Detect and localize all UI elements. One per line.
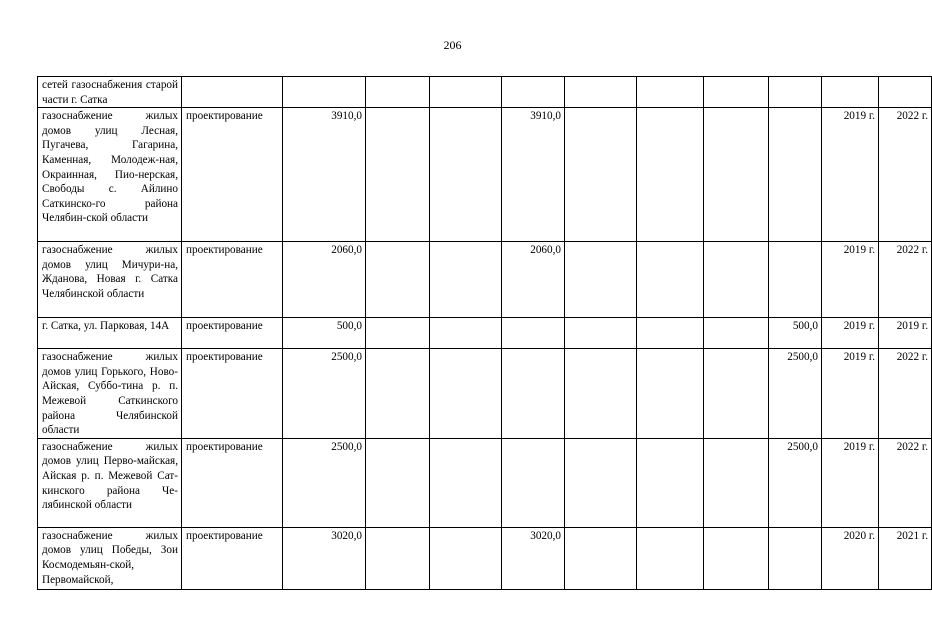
amount-cell	[637, 77, 704, 108]
amount-cell	[366, 438, 430, 527]
stage-cell: проектирование	[182, 108, 283, 242]
total-amount-cell: 3910,0	[283, 108, 366, 242]
stage-cell	[182, 77, 283, 108]
end-year-cell: 2019 г.	[879, 318, 932, 349]
table-row	[38, 438, 932, 527]
object-name-cell: газоснабжение жилых домов улиц Горького, Ново-Айская, Суббо-тина р. п. Межевой Саткинского района Челябинской области	[38, 349, 182, 439]
amount-cell	[502, 438, 565, 527]
stage-cell: проектирование	[182, 349, 283, 439]
start-year-cell: 2019 г.	[822, 318, 879, 349]
start-year-cell: 2020 г.	[822, 527, 879, 589]
amount-cell: 3910,0	[502, 108, 565, 242]
start-year-cell: 2019 г.	[822, 242, 879, 318]
total-amount-cell: 2500,0	[283, 438, 366, 527]
amount-cell	[502, 77, 565, 108]
amount-cell	[565, 318, 637, 349]
end-year-cell	[879, 77, 932, 108]
amount-cell	[430, 438, 502, 527]
investment-table	[37, 76, 932, 590]
amount-cell	[502, 318, 565, 349]
amount-cell	[704, 438, 769, 527]
object-name-cell: сетей газоснабжения старой части г. Сатка	[38, 77, 182, 108]
amount-cell	[366, 318, 430, 349]
end-year-cell: 2022 г.	[879, 349, 932, 439]
amount-cell	[704, 349, 769, 439]
amount-cell	[637, 438, 704, 527]
amount-cell	[502, 349, 565, 439]
amount-cell	[430, 527, 502, 589]
object-name-cell: газоснабжение жилых домов улиц Лесная, Пугачева, Гагарина, Каменная, Молодеж-ная, Окраинная, Пио-нерская, Свободы с. Айлино Саткинско-го района Челябин-ской области	[38, 108, 182, 242]
amount-cell	[565, 438, 637, 527]
amount-cell	[430, 108, 502, 242]
total-amount-cell: 500,0	[283, 318, 366, 349]
amount-cell: 2500,0	[769, 349, 822, 439]
stage-cell: проектирование	[182, 242, 283, 318]
start-year-cell: 2019 г.	[822, 438, 879, 527]
amount-cell	[565, 108, 637, 242]
page-number: 206	[443, 38, 462, 52]
object-name-cell: газоснабжение жилых домов улиц Перво-майская, Айская р. п. Межевой Сат-кинского района Че-лябинской области	[38, 438, 182, 527]
table-row	[38, 242, 932, 318]
amount-cell	[430, 349, 502, 439]
amount-cell	[565, 527, 637, 589]
object-name-cell: газоснабжение жилых домов улиц Победы, Зои Космодемьян-ской, Первомайской,	[38, 527, 182, 589]
amount-cell	[637, 527, 704, 589]
amount-cell	[430, 242, 502, 318]
amount-cell	[565, 77, 637, 108]
amount-cell	[366, 108, 430, 242]
total-amount-cell: 2060,0	[283, 242, 366, 318]
object-name-cell: г. Сатка, ул. Парковая, 14А	[38, 318, 182, 349]
amount-cell: 500,0	[769, 318, 822, 349]
amount-cell	[637, 349, 704, 439]
total-amount-cell: 2500,0	[283, 349, 366, 439]
end-year-cell: 2022 г.	[879, 242, 932, 318]
amount-cell	[769, 77, 822, 108]
start-year-cell	[822, 77, 879, 108]
amount-cell	[366, 77, 430, 108]
amount-cell: 3020,0	[502, 527, 565, 589]
end-year-cell: 2021 г.	[879, 527, 932, 589]
table-row	[38, 349, 932, 439]
amount-cell	[430, 77, 502, 108]
table-row	[38, 527, 932, 589]
table-row	[38, 108, 932, 242]
total-amount-cell: 3020,0	[283, 527, 366, 589]
amount-cell: 2500,0	[769, 438, 822, 527]
table-row	[38, 77, 932, 108]
start-year-cell: 2019 г.	[822, 108, 879, 242]
object-name-cell: газоснабжение жилых домов улиц Мичури-на, Жданова, Новая г. Сатка Челябинской области	[38, 242, 182, 318]
amount-cell	[704, 77, 769, 108]
amount-cell	[565, 349, 637, 439]
stage-cell: проектирование	[182, 318, 283, 349]
amount-cell	[704, 108, 769, 242]
amount-cell	[769, 242, 822, 318]
stage-cell: проектирование	[182, 527, 283, 589]
end-year-cell: 2022 г.	[879, 438, 932, 527]
amount-cell	[637, 318, 704, 349]
amount-cell	[637, 242, 704, 318]
amount-cell	[704, 318, 769, 349]
amount-cell	[366, 242, 430, 318]
amount-cell	[637, 108, 704, 242]
amount-cell	[366, 349, 430, 439]
total-amount-cell	[283, 77, 366, 108]
table-row	[38, 318, 932, 349]
amount-cell	[769, 527, 822, 589]
stage-cell: проектирование	[182, 438, 283, 527]
amount-cell	[769, 108, 822, 242]
amount-cell	[704, 527, 769, 589]
amount-cell	[430, 318, 502, 349]
start-year-cell: 2019 г.	[822, 349, 879, 439]
amount-cell: 2060,0	[502, 242, 565, 318]
amount-cell	[704, 242, 769, 318]
amount-cell	[565, 242, 637, 318]
end-year-cell: 2022 г.	[879, 108, 932, 242]
amount-cell	[366, 527, 430, 589]
